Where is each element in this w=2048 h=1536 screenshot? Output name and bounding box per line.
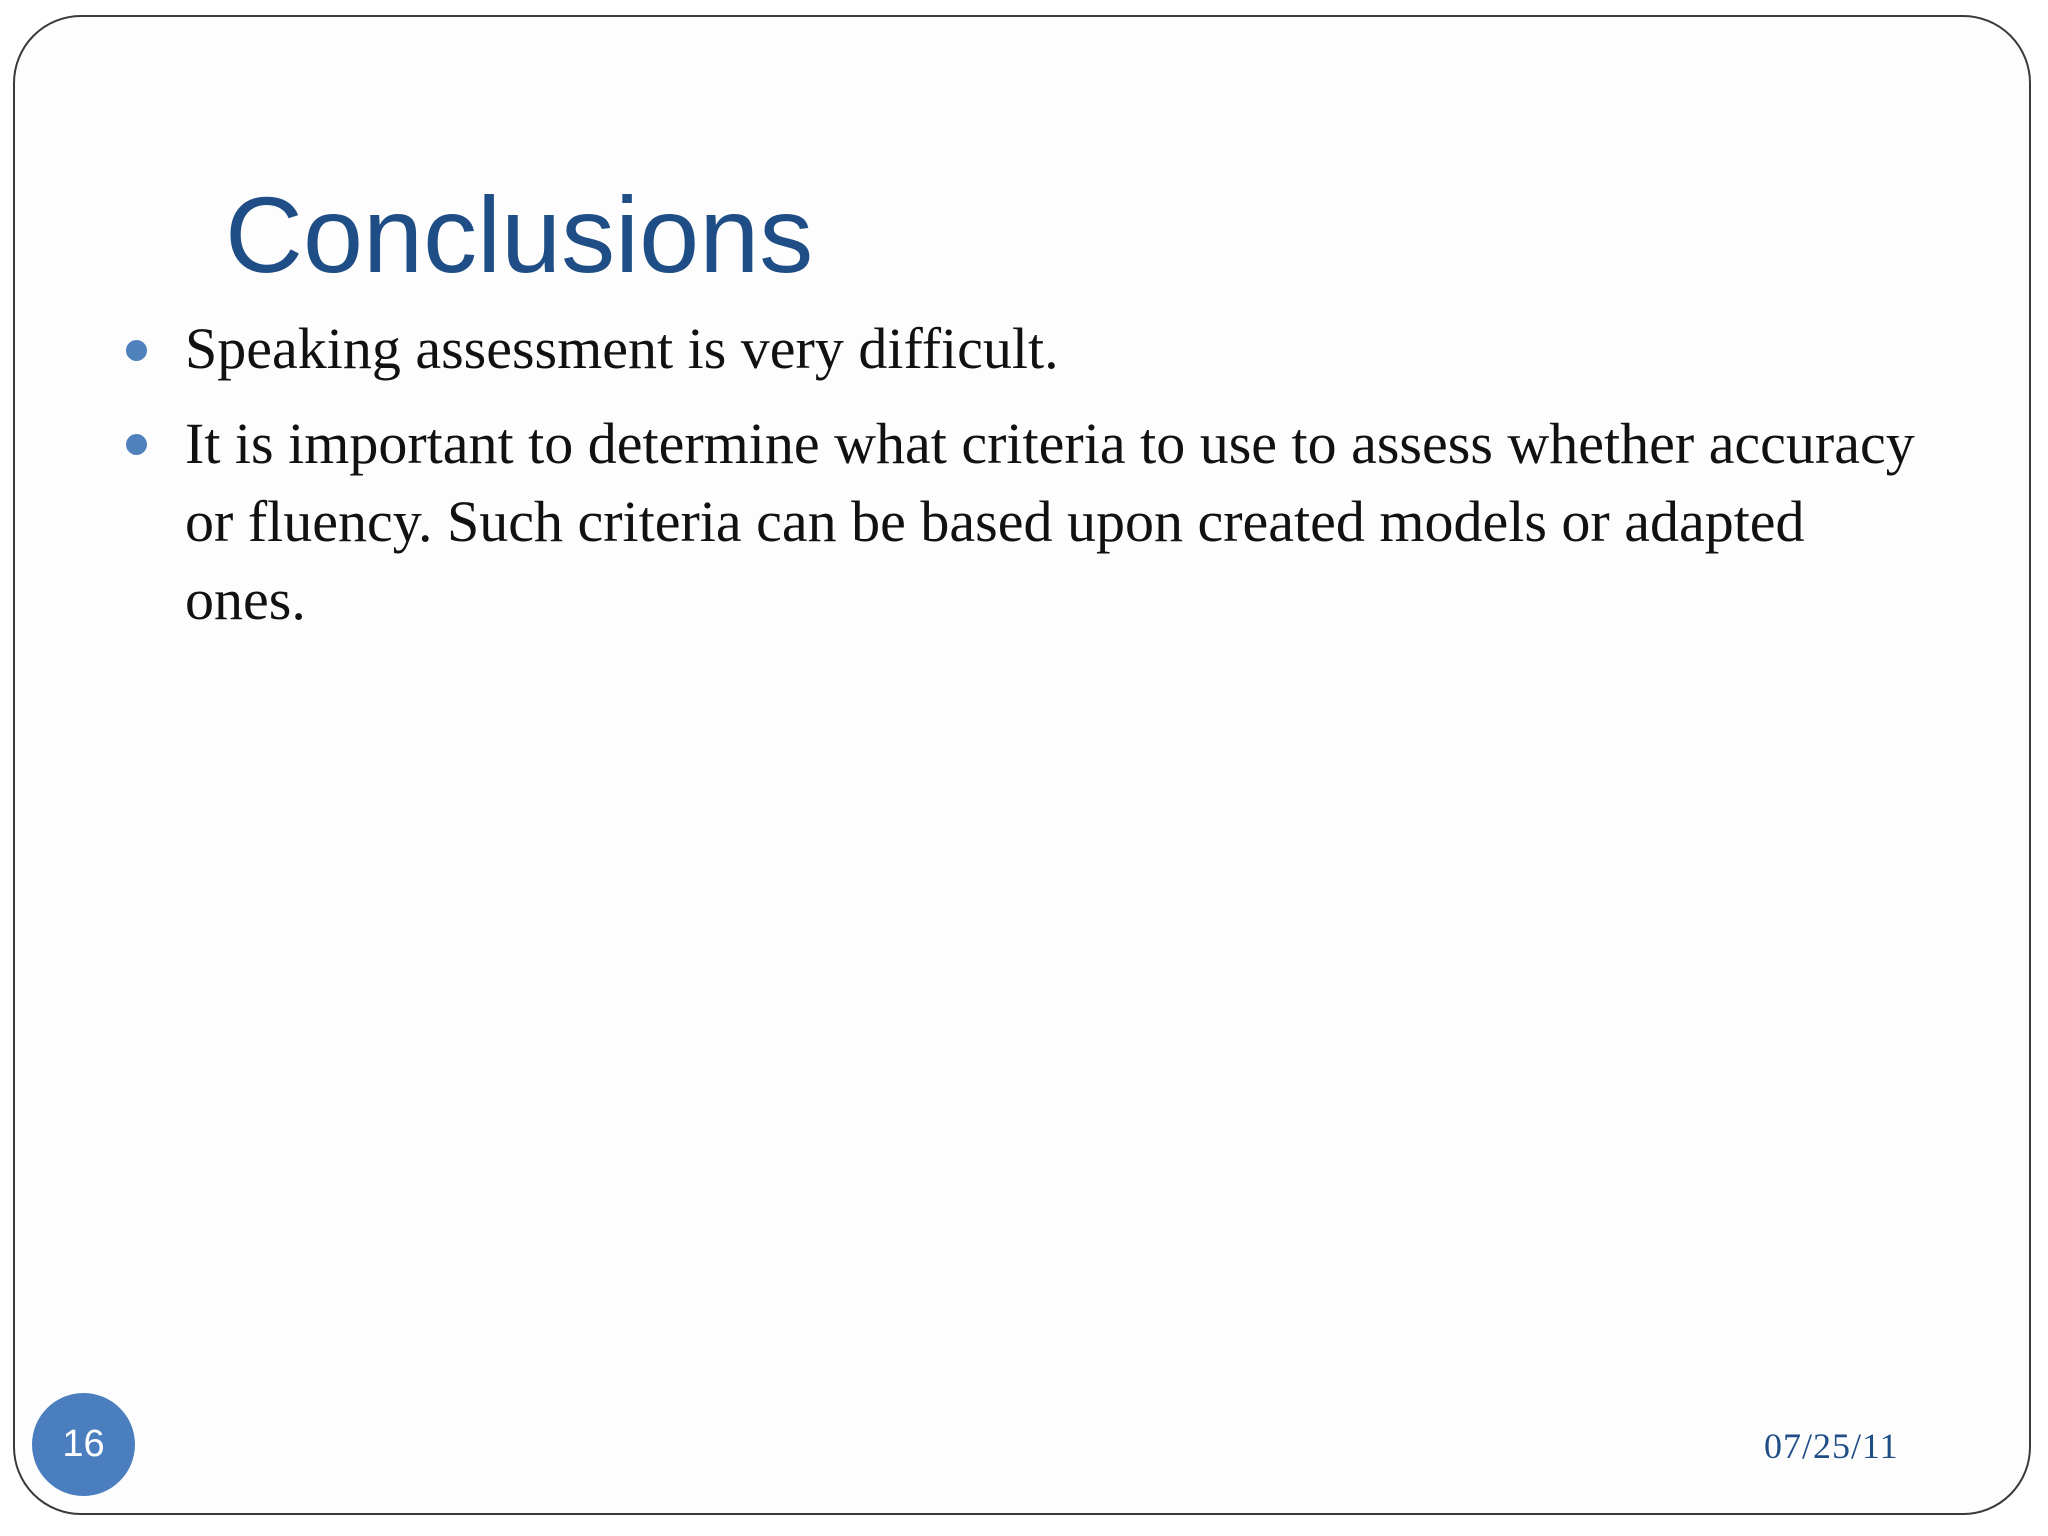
bullet-text: It is important to determine what criteria to use to assess whether accuracy or fluency. Such criteria can be based upon created models or adapted ones. xyxy=(185,411,1915,632)
bullet-text: Speaking assessment is very difficult. xyxy=(185,316,1059,381)
bullet-dot-icon xyxy=(126,340,147,361)
bullet-dot-icon xyxy=(126,434,147,455)
slide-number-badge: 16 xyxy=(32,1393,135,1496)
slide-date: 07/25/11 xyxy=(1764,1426,1899,1466)
slide-title: Conclusions xyxy=(225,174,814,295)
